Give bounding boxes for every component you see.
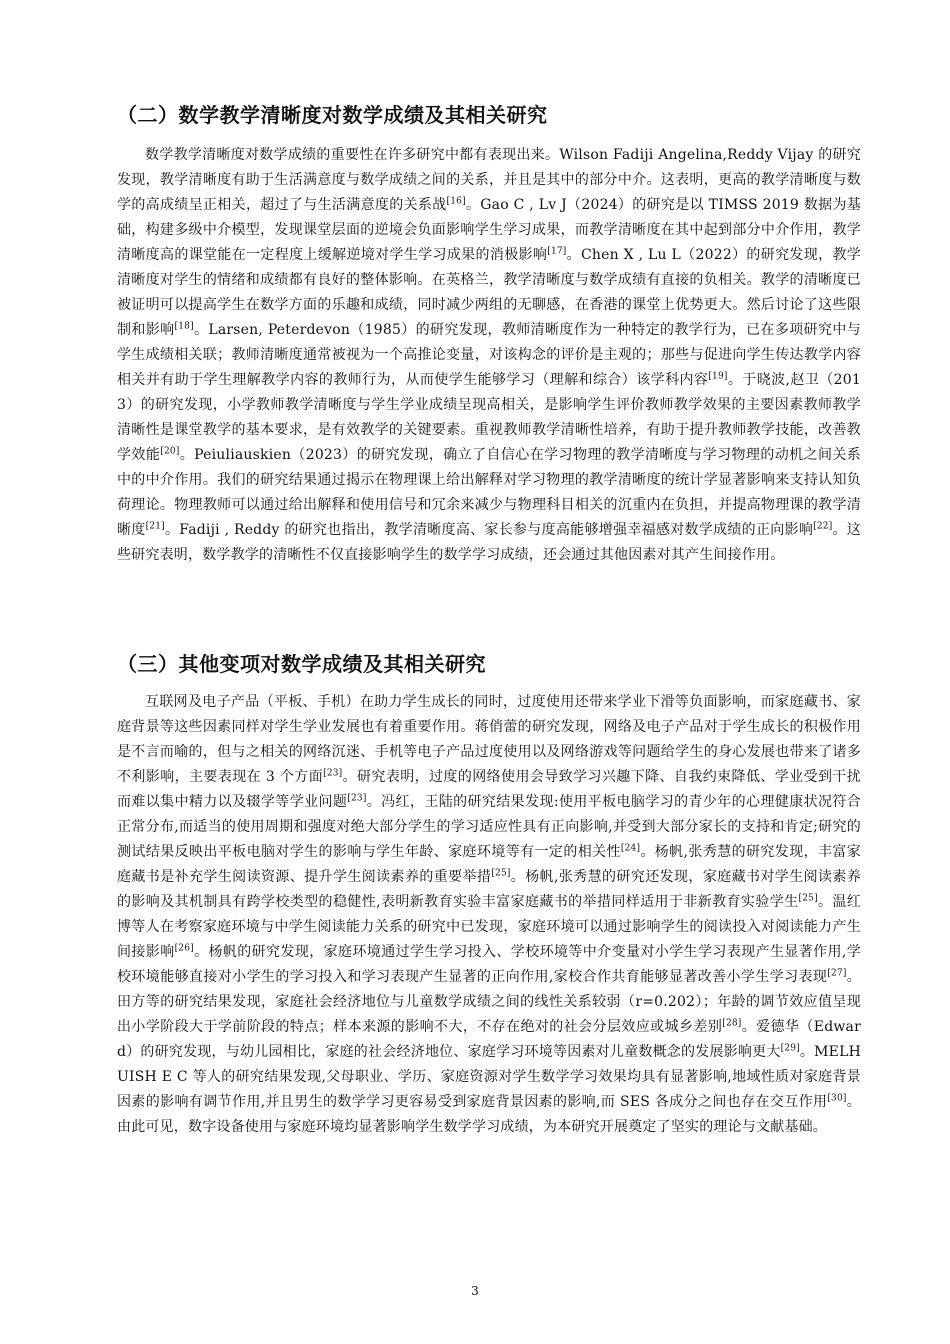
citation-marker: [25] xyxy=(491,868,511,879)
citation-marker: [27] xyxy=(827,968,847,979)
citation-marker: [29] xyxy=(780,1043,800,1054)
citation-marker: [23] xyxy=(323,768,343,779)
citation-marker: [17] xyxy=(547,246,567,257)
citation-marker: [16] xyxy=(446,196,466,207)
citation-marker: [18] xyxy=(174,321,194,332)
citation-marker: [23] xyxy=(347,793,367,804)
citation-marker: [21] xyxy=(145,521,165,532)
section-paragraph-other-variables: 互联网及电子产品（平板、手机）在助力学生成长的同时，过度使用还带来学业下滑等负面影响，而家庭藏书、家庭背景等这些因素同样对学生学业发展也有着重要作用。蒋俏蕾的研究发现，网络及电子产品对于学生成长的积极作用是不言而喻的，但与之相关的网络沉迷、手机等电子产品过度使用以及网络游戏等问题给学生的身心发展也带来了诸多不利影响，主要表现在 3 个方面[23]。研究表明，过度的网络使用会导致学习兴趣下降、自我约束降低、学业受到干扰而难以集中精力以及辍学等学业问题[23]。冯红，王陆的研究结果发现:使用平板电脑学习的青少年的心理健康状况符合正常分布,而适当的使用周期和强度对绝大部分学生的学习适应性具有正向影响,并受到大部分家长的支持和肯定;研究的测试结果反映出平板电脑对学生的影响与学生年龄、家庭环境等有一定的相关性[24]。杨帆,张秀慧的研究发现，丰富家庭藏书是补充学生阅读资源、提升学生阅读素养的重要举措[25]。杨帆,张秀慧的研究还发现，家庭藏书对学生阅读素养的影响及其机制具有跨学校类型的稳健性,表明新教育实验丰富家庭藏书的举措同样适用于非新教育实验学生[25]。温红博等人在考察家庭环境与中学生阅读能力关系的研究中已发现，家庭环境可以通过影响学生的阅读投入对阅读能力产生间接影响[26]。杨帆的研究发现，家庭环境通过学生学习投入、学校环境等中介变量对小学生学习表现产生显著作用,学校环境能够直接对小学生的学习投入和学习表现产生显著的正向作用,家校合作共育能够显著改善小学生学习表现[27]。田方等的研究结果发现，家庭社会经济地位与儿童数学成绩之间的线性关系较弱（r=0.202）；年龄的调节效应值呈现出小学阶段大于学前阶段的特点；样本来源的影响不大，不存在绝对的社会分层效应或城乡差别[28]。爱德华（Edward）的研究发现，与幼儿园相比，家庭的社会经济地位、家庭学习环境等因素对儿童数概念的发展影响更大[29]。MELHUISH E C 等人的研究结果发现,父母职业、学历、家庭资源对学生数学学习效果均具有显著影响,地域性质对家庭背景因素的影响有调节作用,并且男生的数学学习更容易受到家庭背景因素的影响,而 SES 各成分之间也存在交互作用[30]。由此可见，数字设备使用与家庭环境均显著影响学生数学学习成绩，为本研究开展奠定了坚实的理论与文献基础。 xyxy=(117,694,862,1135)
citation-marker: [19] xyxy=(708,371,728,382)
citation-marker: [25] xyxy=(798,893,818,904)
section-heading-other-variables: （三）其他变项对数学成绩及其相关研究 xyxy=(117,652,486,676)
citation-marker: [20] xyxy=(160,446,180,457)
citation-marker: [30] xyxy=(827,1093,847,1104)
citation-marker: [24] xyxy=(620,843,641,854)
section-paragraph-clarity: 数学教学清晰度对数学成绩的重要性在许多研究中都有表现出来。Wilson Fadiji Angelina,Reddy Vijay 的研究发现，教学清晰度有助于生活满意度与数学成绩之间的关系，并且是其中的部分中介。这表明，更高的教学清晰度与数学的高成绩呈正相关，超过了与生活满意度的关系战[16]。Gao C , Lv J（2024）的研究是以 TIMSS 2019 数据为基础，构建多级中介模型，发现课堂层面的逆境会负面影响学生学习成果，而教学清晰度在其中起到部分中介作用，教学清晰度高的课堂能在一定程度上缓解逆境对学生学习成果的消极影响[17]。Chen X , Lu L（2022）的研究发现，教学清晰度对学生的情绪和成绩都有良好的整体影响。在英格兰，教学清晰度与数学成绩有直接的负相关。教学的清晰度已被证明可以提高学生在数学方面的乐趣和成绩，同时减少两组的无聊感，在香港的课堂上优势更大。然后讨论了这些限制和影响[18]。Larsen, Peterdevon（1985）的研究发现，教师清晰度作为一种特定的教学行为，已在多项研究中与学生成绩相关联；教师清晰度通常被视为一个高推论变量，对该构念的评价是主观的；那些与促进向学生传达教学内容相关并有助于学生理解教学内容的教师行为，从而使学生能够学习（理解和综合）该学科内容[19]。于晓波,赵卫（2013）的研究发现，小学教师教学清晰度与学生学业成绩呈现高相关，是影响学生评价教师教学效果的主要因素教师教学清晰性是课堂教学的基本要求，是有效教学的关键要素。重视教师教学清晰性培养，有助于提升教师教学技能，改善教学效能[20]。Peiuliauskien（2023）的研究发现，确立了自信心在学习物理的教学清晰度与学习物理的动机之间关系中的中介作用。我们的研究结果通过揭示在物理课上给出解释对学习物理的教学清晰度的统计学显著影响来支持认知负荷理论。物理教师可以通过给出解释和使用信号和冗余来减少与物理科目相关的沉重内在负担，并提高物理课的教学清晰度[21]。Fadiji , Reddy 的研究也指出，教学清晰度高、家长参与度高能够增强幸福感对数学成绩的正向影响[22]。这些研究表明，数学教学的清晰性不仅直接影响学生的数学学习成绩，还会通过其他因素对其产生间接作用。 xyxy=(117,147,862,563)
page-number: 3 xyxy=(471,1284,479,1298)
citation-marker: [22] xyxy=(813,521,833,532)
section-heading-clarity: （二）数学教学清晰度对数学成绩及其相关研究 xyxy=(117,103,548,127)
citation-marker: [26] xyxy=(174,943,194,954)
citation-marker: [28] xyxy=(722,1018,742,1029)
